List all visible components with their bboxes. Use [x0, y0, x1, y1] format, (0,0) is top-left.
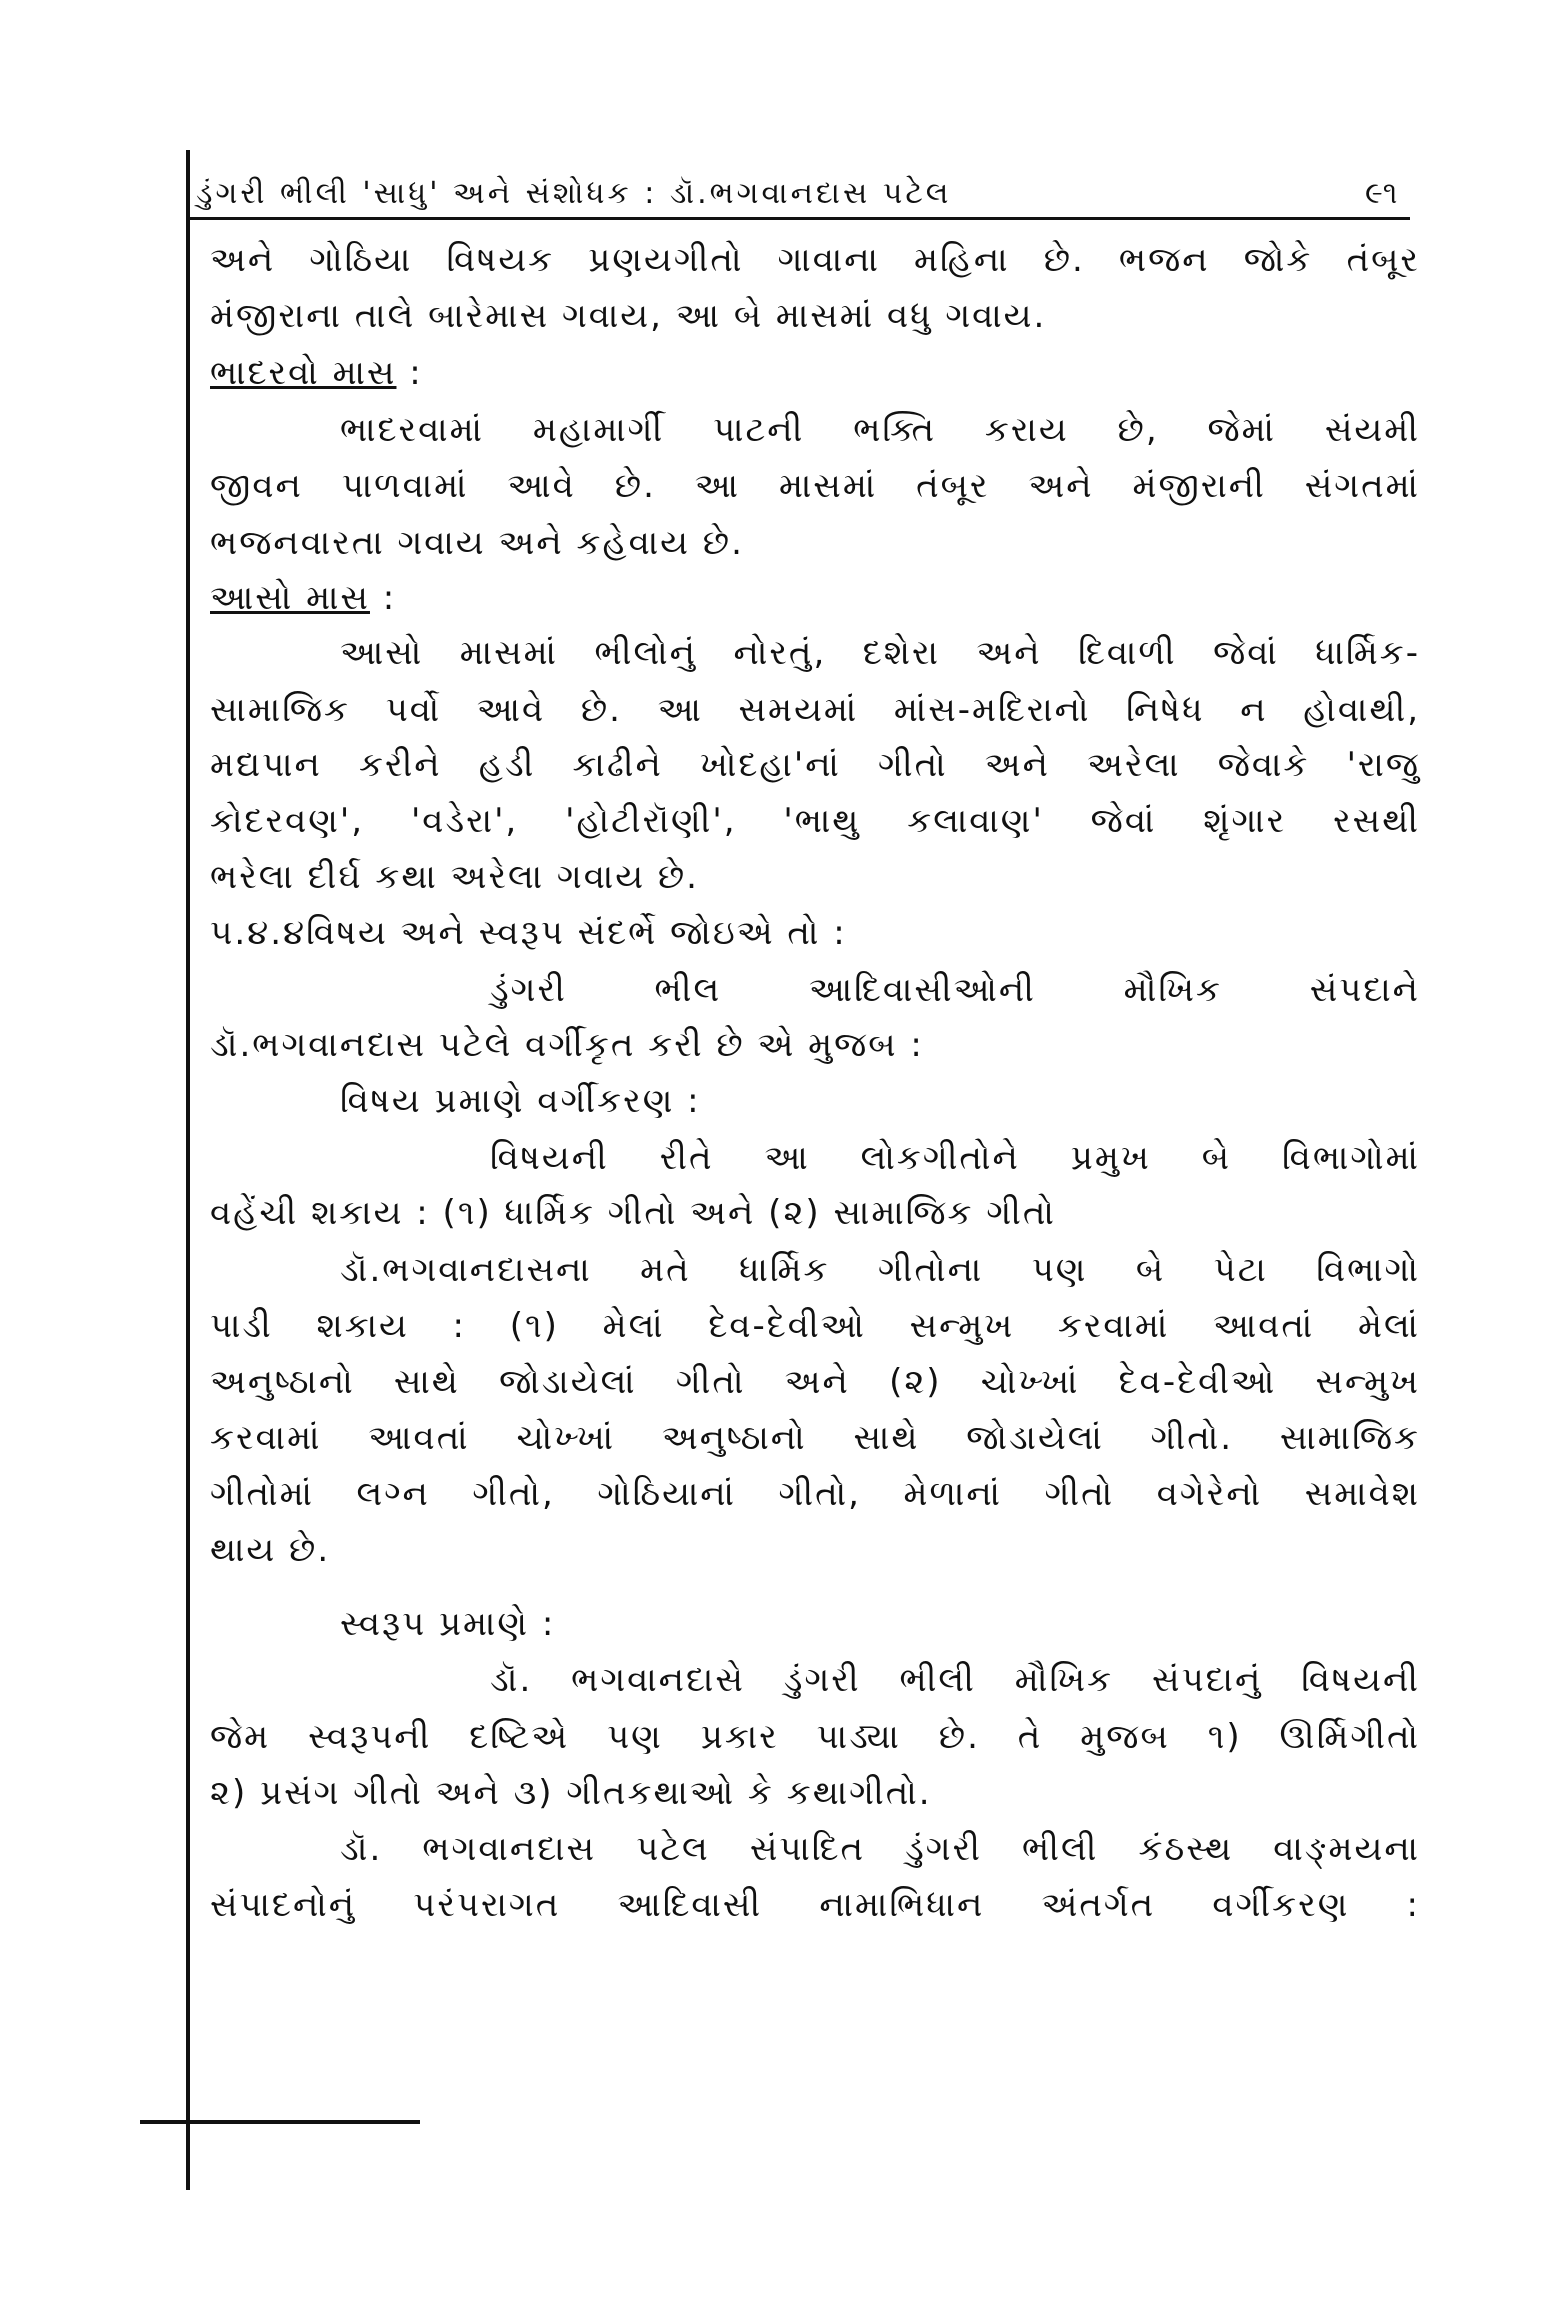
section-heading: [210, 353, 423, 393]
section-heading-text: આસો માસ: [210, 578, 370, 618]
subsection-heading: સ્વરૂપ પ્રમાણે :: [340, 1604, 556, 1644]
text-line: ડૉ. ભગવાનદાસે ડુંગરી ભીલી મૌખિક સંપદાનું વિષયની: [490, 1660, 1420, 1700]
text-line: વહેંચી શકાય : (૧) ધાર્મિક ગીતો અને (૨) સામાજિક ગીતો: [210, 1193, 1056, 1233]
text-line: જેમ સ્વરૂપની દષ્ટિએ પણ પ્રકાર પાડ્યા છે. તે મુજબ ૧) ઊર્મિગીતો: [210, 1717, 1420, 1757]
text-line: ભરેલા દીર્ઘ કથા અરેલા ગવાય છે.: [210, 857, 699, 897]
text-line: ડૉ.ભગવાનદાસના મતે ધાર્મિક ગીતોના પણ બે પેટા વિભાગો: [340, 1250, 1420, 1290]
text-line: અને ગોઠિયા વિષયક પ્રણયગીતો ગાવાના મહિના છે. ભજન જોકે તંબૂર: [210, 240, 1420, 280]
subsection-heading: વિષય પ્રમાણે વર્ગીકરણ :: [340, 1081, 701, 1121]
left-margin-rule: [186, 150, 190, 2190]
running-header-title: ડુંગરી ભીલી 'સાધુ' અને સંશોધક : ડૉ.ભગવાનદાસ પટેલ: [196, 176, 952, 211]
text-line: ડૉ. ભગવાનદાસ પટેલ સંપાદિત ડુંગરી ભીલી કંઠસ્થ વાઙ્મયના: [340, 1829, 1420, 1869]
text-line: ૨) પ્રસંગ ગીતો અને ૩) ગીતકથાઓ કે કથાગીતો.: [210, 1773, 932, 1813]
text-line: ભાદરવામાં મહામાર્ગી પાટની ભક્તિ કરાય છે, જેમાં સંયમી: [340, 410, 1420, 450]
footer-rule: [140, 2120, 420, 2124]
text-line: જીવન પાળવામાં આવે છે. આ માસમાં તંબૂર અને મંજીરાની સંગતમાં: [210, 466, 1420, 506]
section-heading: [210, 578, 396, 618]
subsection-heading: ૫.૪.૪વિષય અને સ્વરૂપ સંદર્ભે જોઇએ તો :: [210, 913, 847, 953]
page-number: ૯૧: [1365, 176, 1398, 211]
text-line: થાય છે.: [210, 1530, 331, 1570]
text-line: કરવામાં આવતાં ચોખ્ખાં અનુષ્ઠાનો સાથે જોડાયેલાં ગીતો. સામાજિક: [210, 1418, 1420, 1458]
text-line: મંજીરાના તાલે બારેમાસ ગવાય, આ બે માસમાં વધુ ગવાય.: [210, 296, 1047, 336]
header-rule: [186, 217, 1410, 220]
text-line: પાડી શકાય : (૧) મેલાં દેવ-દેવીઓ સન્મુખ કરવામાં આવતાં મેલાં: [210, 1306, 1420, 1346]
text-line: સામાજિક પર્વો આવે છે. આ સમયમાં માંસ-મદિરાનો નિષેધ ન હોવાથી,: [210, 690, 1420, 730]
text-line: ડૉ.ભગવાનદાસ પટેલે વર્ગીકૃત કરી છે એ મુજબ :: [210, 1025, 924, 1065]
text-line: અનુષ્ઠાનો સાથે જોડાયેલાં ગીતો અને (૨) ચોખ્ખાં દેવ-દેવીઓ સન્મુખ: [210, 1362, 1420, 1402]
text-line: ભજનવારતા ગવાય અને કહેવાય છે.: [210, 523, 744, 563]
text-line: કોદરવણ', 'વડેરા', 'હોટીરૉણી', 'ભાથુ કલાવાણ' જેવાં શૃંગાર રસથી: [210, 801, 1420, 841]
section-heading-colon: :: [409, 353, 423, 393]
text-line: આસો માસમાં ભીલોનું નોરતું, દશેરા અને દિવાળી જેવાં ધાર્મિક-: [340, 633, 1420, 673]
section-heading-text: ભાદરવો માસ: [210, 353, 397, 393]
text-line: મદ્યપાન કરીને હડી કાઢીને ખોદહા'નાં ગીતો અને અરેલા જેવાકે 'રાજુ: [210, 745, 1420, 785]
text-line: સંપાદનોનું પરંપરાગત આદિવાસી નામાભિધાન અંતર્ગત વર્ગીકરણ :: [210, 1885, 1420, 1925]
text-line: ગીતોમાં લગ્ન ગીતો, ગોઠિયાનાં ગીતો, મેળાનાં ગીતો વગેરેનો સમાવેશ: [210, 1474, 1420, 1514]
text-line: વિષયની રીતે આ લોકગીતોને પ્રમુખ બે વિભાગોમાં: [490, 1138, 1420, 1178]
section-heading-colon: :: [382, 578, 397, 618]
text-line: ડુંગરી ભીલ આદિવાસીઓની મૌખિક સંપદાને: [490, 970, 1420, 1010]
